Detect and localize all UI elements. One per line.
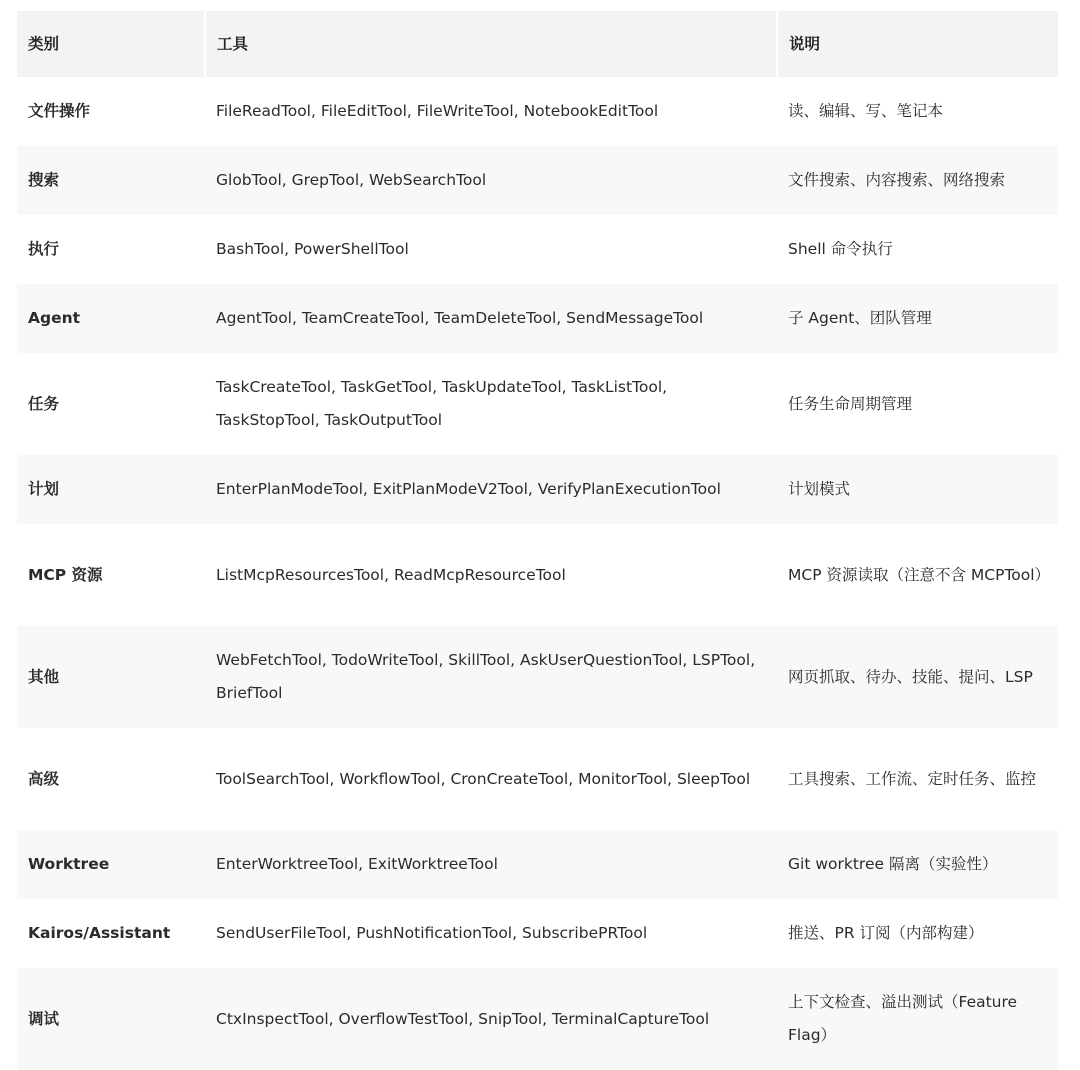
row-category: Agent — [28, 309, 81, 327]
row-category: 计划 — [28, 480, 60, 498]
table-row — [17, 455, 1058, 524]
tools-table-container — [17, 11, 1058, 1070]
header-row — [17, 11, 1058, 77]
row-category: 文件操作 — [28, 102, 91, 120]
header-tools: 工具 — [205, 11, 777, 77]
row-tools: FileReadTool, FileEditTool, FileWriteTool, NotebookEditTool — [216, 102, 659, 120]
row-description: MCP 资源读取（注意不含 MCPTool） — [788, 565, 1051, 584]
row-category: Worktree — [28, 855, 110, 873]
row-tools: EnterPlanModeTool, ExitPlanModeV2Tool, VerifyPlanExecutionTool — [216, 480, 721, 498]
table-row — [17, 284, 1058, 353]
row-tools: WebFetchTool, TodoWriteTool, SkillTool, AskUserQuestionTool, LSPTool, BriefTool — [216, 651, 756, 702]
row-tools: ListMcpResourcesTool, ReadMcpResourceTool — [216, 565, 566, 584]
table-row — [17, 215, 1058, 284]
row-tools: CtxInspectTool, OverflowTestTool, SnipTool, TerminalCaptureTool — [216, 1009, 710, 1028]
table-row — [17, 353, 1058, 455]
table-row — [17, 968, 1058, 1070]
header-category: 类别 — [17, 11, 205, 77]
row-category: 调试 — [28, 1009, 60, 1028]
table-row — [17, 626, 1058, 728]
row-tools: ToolSearchTool, WorkflowTool, CronCreateTool, MonitorTool, SleepTool — [216, 769, 751, 788]
row-description: 工具搜索、工作流、定时任务、监控 — [788, 769, 1037, 788]
row-description: 上下文检查、溢出测试（Feature Flag） — [788, 993, 1018, 1044]
row-category: 任务 — [28, 394, 60, 413]
row-tools: BashTool, PowerShellTool — [216, 240, 409, 258]
table-row — [17, 830, 1058, 899]
row-category: 高级 — [28, 769, 60, 788]
row-description: 推送、PR 订阅（内部构建） — [788, 924, 984, 942]
row-description: Git worktree 隔离（实验性） — [788, 855, 998, 873]
row-tools: SendUserFileTool, PushNotificationTool, SubscribePRTool — [216, 924, 648, 942]
row-category: Kairos/Assistant — [28, 924, 171, 942]
row-description: 网页抓取、待办、技能、提问、LSP — [788, 667, 1033, 686]
row-tools: AgentTool, TeamCreateTool, TeamDeleteTool, SendMessageTool — [216, 309, 704, 327]
row-category: 执行 — [28, 240, 60, 258]
row-description: 文件搜索、内容搜索、网络搜索 — [788, 171, 1006, 189]
row-description: 计划模式 — [788, 480, 851, 498]
table-row — [17, 728, 1058, 830]
header-description: 说明 — [789, 34, 821, 53]
row-description: 子 Agent、团队管理 — [788, 309, 932, 327]
table-row — [17, 524, 1058, 626]
row-category: 其他 — [28, 667, 60, 686]
row-tools: TaskCreateTool, TaskGetTool, TaskUpdateTool, TaskListTool, TaskStopTool, TaskOutputTool — [216, 378, 668, 429]
row-description: 读、编辑、写、笔记本 — [788, 102, 944, 120]
row-description: 任务生命周期管理 — [788, 394, 913, 413]
tools-table — [17, 11, 1058, 1070]
table-row — [17, 77, 1058, 146]
row-category: 搜索 — [28, 171, 60, 189]
table-header — [17, 11, 1058, 77]
table-row — [17, 146, 1058, 215]
row-category: MCP 资源 — [28, 565, 103, 584]
table-body — [17, 77, 1058, 1070]
row-tools: EnterWorktreeTool, ExitWorktreeTool — [216, 855, 498, 873]
row-tools: GlobTool, GrepTool, WebSearchTool — [216, 171, 487, 189]
table-row — [17, 899, 1058, 968]
row-description: Shell 命令执行 — [788, 240, 893, 258]
